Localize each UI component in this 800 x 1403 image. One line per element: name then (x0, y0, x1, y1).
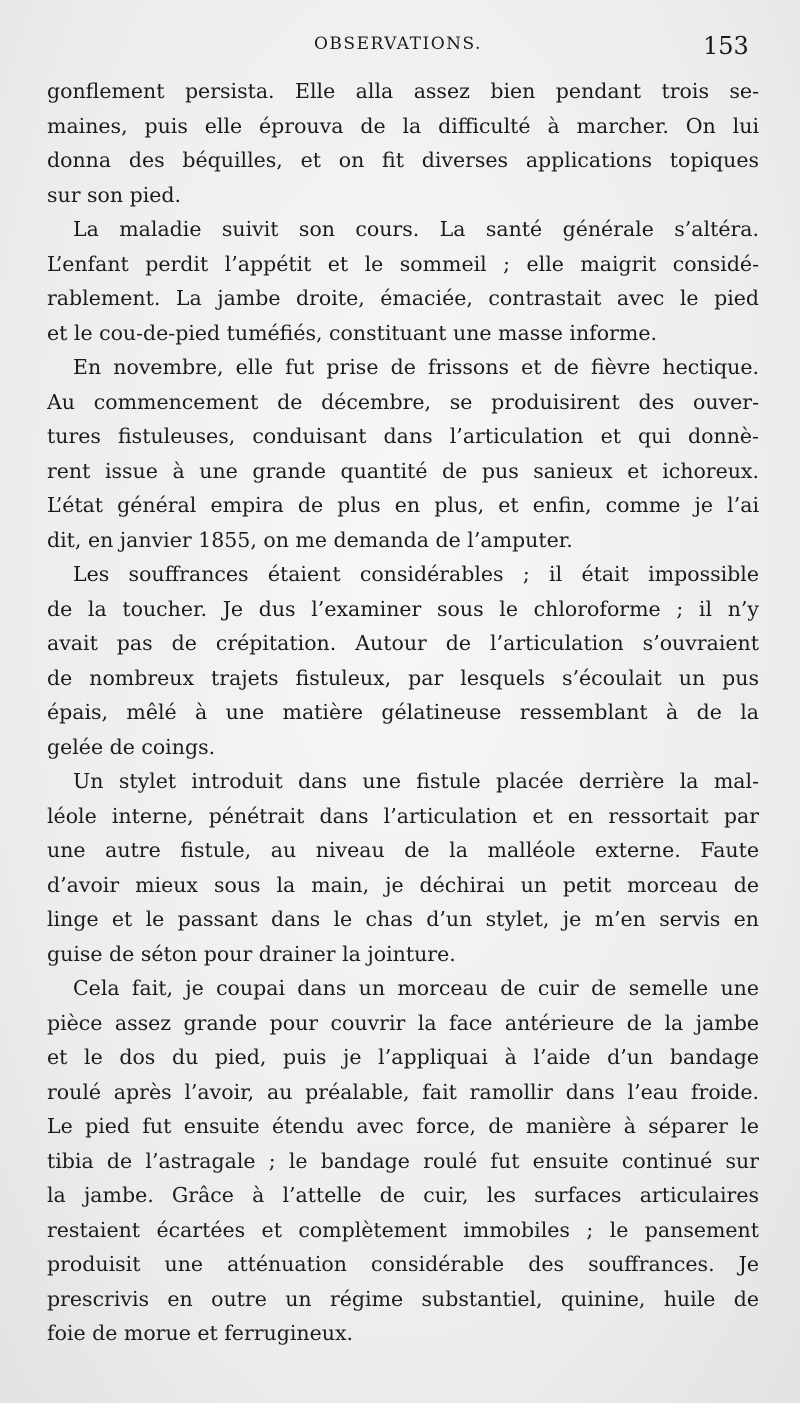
text-line: Un stylet introduit dans une fistule placée derrière la mal- (73, 769, 759, 793)
paragraph (47, 212, 759, 350)
text-line: L’enfant perdit l’appétit et le sommeil ; elle maigrit considé- (47, 251, 759, 276)
page-number: 153 (703, 32, 749, 60)
text-line: de nombreux trajets fistuleux, par lesquels s’écoulait un pus (47, 665, 759, 690)
text-line: Les souffrances étaient considérables ; il était impossible (73, 562, 759, 586)
text-line: gelée de coings. (47, 734, 216, 759)
text-line: tures fistuleuses, conduisant dans l’articulation et qui donnè- (47, 424, 759, 448)
paragraph (47, 350, 759, 557)
text-line: léole interne, pénétrait dans l’articulation et en ressortait par (47, 803, 759, 828)
text-line: prescrivis en outre un régime substantiel, quinine, huile de (47, 1286, 759, 1311)
text-line: tibia de l’astragale ; le bandage roulé fut ensuite continué sur (47, 1148, 759, 1173)
paragraph (47, 971, 759, 1351)
paragraph (47, 557, 759, 764)
text-line: avait pas de crépitation. Autour de l’articulation s’ouvraient (47, 631, 759, 655)
text-line: de la toucher. Je dus l’examiner sous le chloroforme ; il n’y (47, 596, 759, 621)
text-line: L’état général empira de plus en plus, et enfin, comme je l’ai (47, 493, 759, 517)
text-line: une autre fistule, au niveau de la malléole externe. Faute (47, 838, 759, 862)
paragraph (47, 764, 759, 971)
paragraph (47, 74, 759, 212)
text-line: rablement. La jambe droite, émaciée, contrastait avec le pied (47, 286, 759, 310)
text-line: Au commencement de décembre, se produisirent des ouver- (47, 389, 759, 414)
text-line: Cela fait, je coupai dans un morceau de cuir de semelle une (73, 976, 759, 1000)
text-line: donna des béquilles, et on fit diverses applications topiques (47, 148, 759, 172)
text-line: guise de séton pour drainer la jointure. (47, 941, 456, 966)
text-line: La maladie suivit son cours. La santé générale s’altéra. (73, 217, 759, 241)
text-line: En novembre, elle fut prise de frissons et de fièvre hectique. (73, 355, 759, 379)
text-line: rent issue à une grande quantité de pus sanieux et ichoreux. (47, 458, 759, 483)
body-text (47, 74, 759, 1351)
text-line: dit, en janvier 1855, on me demanda de l’amputer. (47, 527, 573, 552)
text-line: restaient écartées et complètement immobiles ; le pansement (47, 1217, 759, 1242)
running-header (0, 30, 800, 62)
text-line: linge et le passant dans le chas d’un stylet, je m’en servis en (47, 907, 759, 931)
text-line: d’avoir mieux sous la main, je déchirai un petit morceau de (47, 872, 759, 897)
text-line: produisit une atténuation considérable des souffrances. Je (47, 1252, 759, 1276)
text-line: pièce assez grande pour couvrir la face antérieure de la jambe (47, 1010, 759, 1035)
text-line: maines, puis elle éprouva de la difficulté à marcher. On lui (47, 113, 759, 138)
text-line: foie de morue et ferrugineux. (47, 1321, 354, 1345)
text-line: roulé après l’avoir, au préalable, fait ramollir dans l’eau froide. (47, 1079, 759, 1104)
text-line: sur son pied. (47, 182, 182, 207)
running-title: OBSERVATIONS. (314, 34, 482, 54)
text-line: gonflement persista. Elle alla assez bien pendant trois se- (47, 79, 759, 103)
text-line: la jambe. Grâce à l’attelle de cuir, les surfaces articulaires (47, 1183, 759, 1207)
text-line: et le dos du pied, puis je l’appliquai à l’aide d’un bandage (47, 1045, 759, 1069)
text-line: et le cou-de-pied tuméfiés, constituant une masse informe. (47, 320, 657, 345)
text-line: Le pied fut ensuite étendu avec force, de manière à séparer le (47, 1114, 759, 1138)
text-line: épais, mêlé à une matière gélatineuse ressemblant à de la (47, 700, 759, 724)
